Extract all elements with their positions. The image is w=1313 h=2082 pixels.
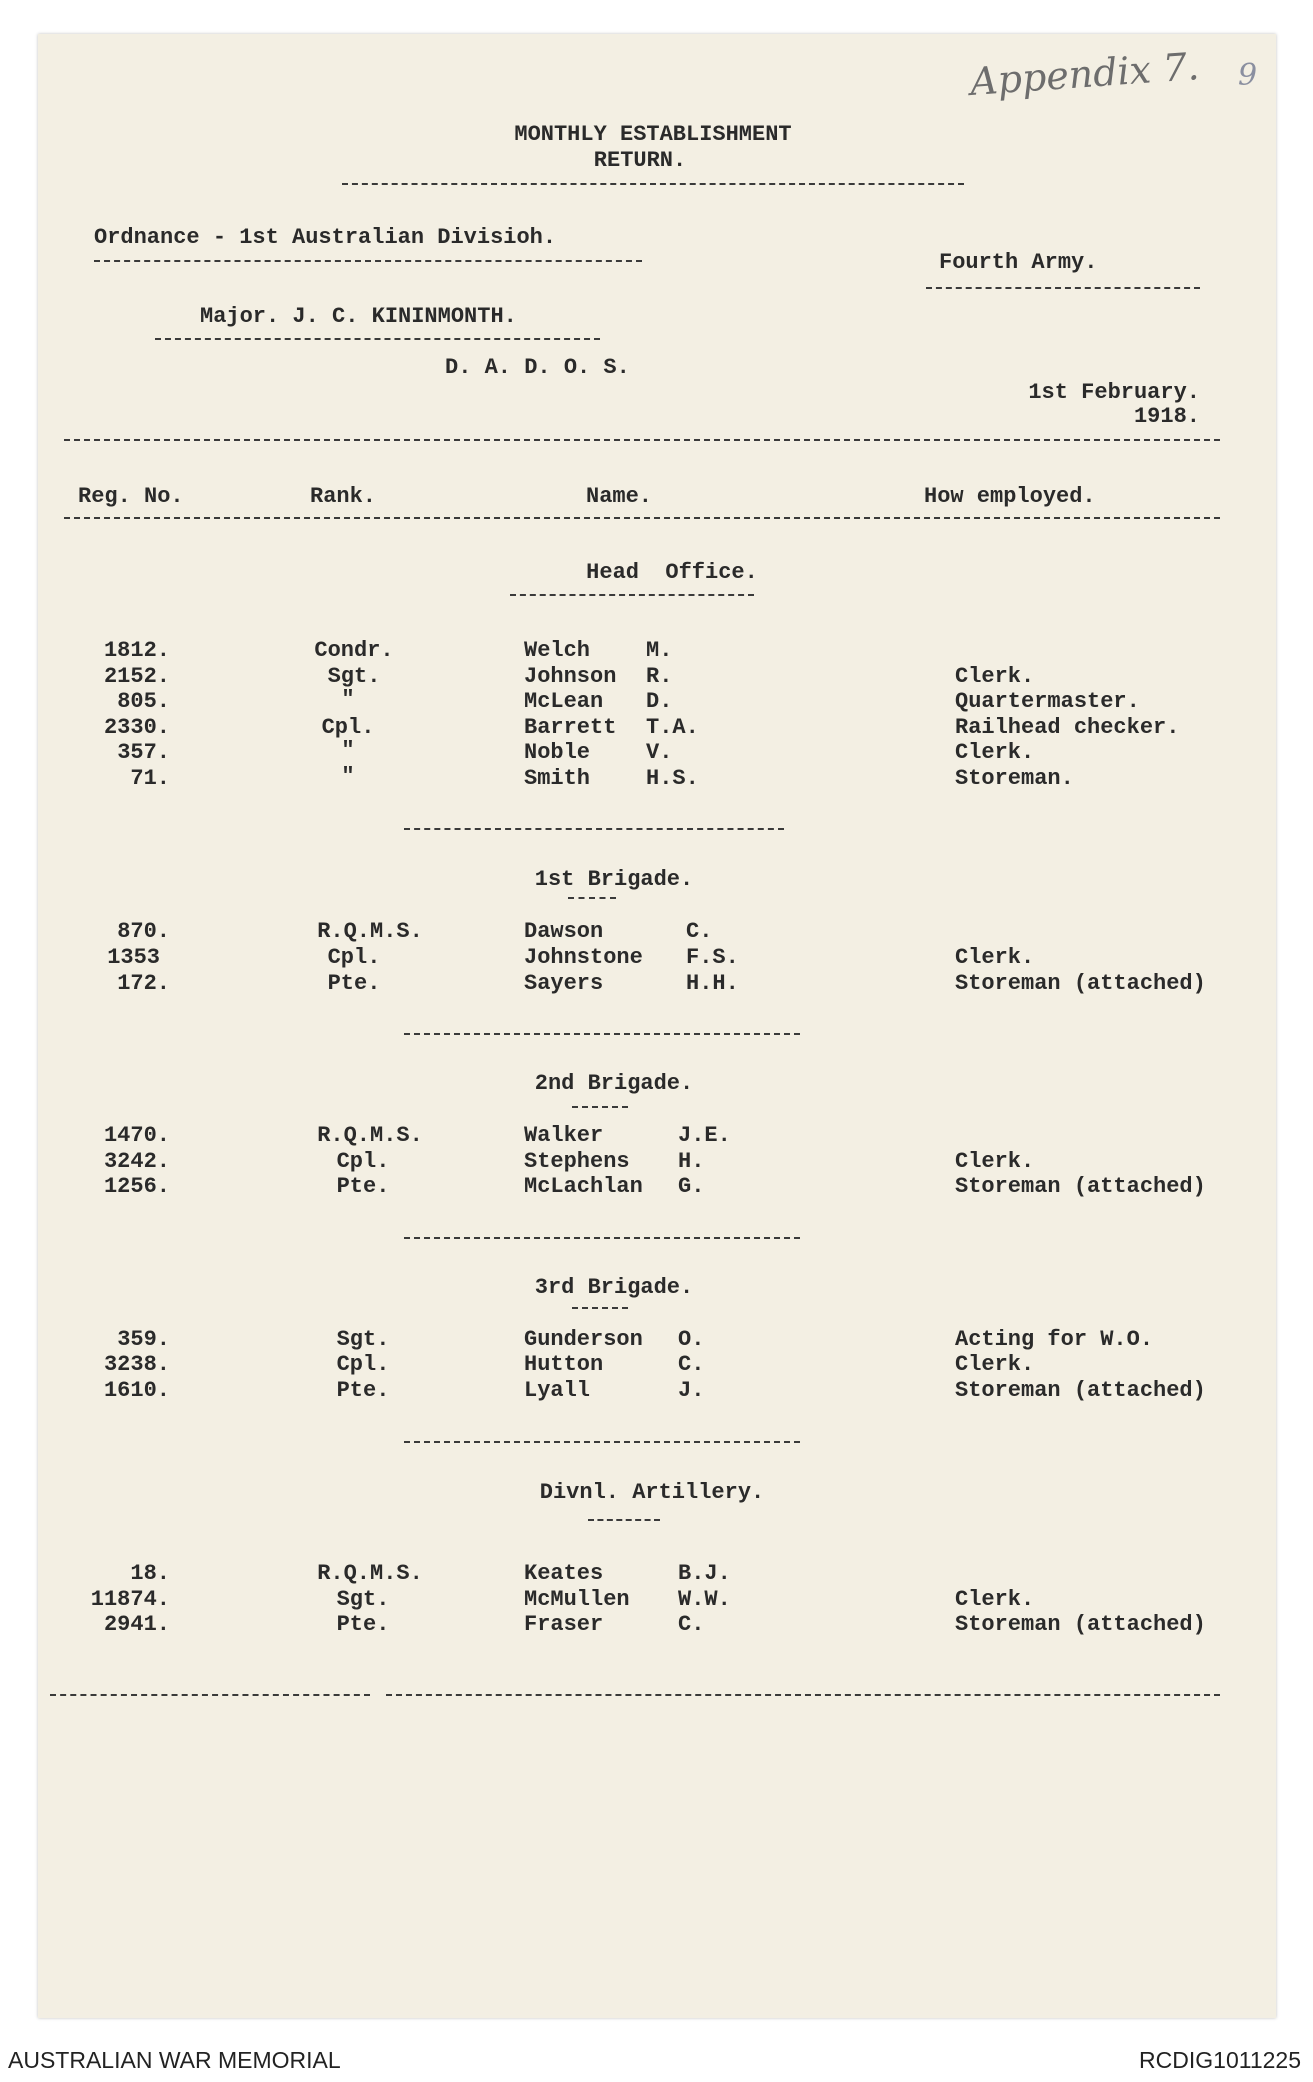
surname: Walker [524, 1123, 604, 1148]
initials: F.S. [686, 945, 739, 970]
archive-credit: AUSTRALIAN WAR MEMORIAL [8, 2047, 341, 2073]
return-year: 1918. [1133, 404, 1200, 429]
initials: C. [678, 1352, 705, 1377]
header-divider [64, 439, 1220, 441]
initials: M. [646, 638, 673, 663]
how-employed: Storeman (attached) [955, 1378, 1206, 1403]
rank: Pte. [327, 971, 381, 996]
how-employed: Clerk. [955, 1352, 1035, 1377]
section-divider [404, 828, 784, 830]
reg-number: 3242. [103, 1149, 170, 1174]
initials: O. [678, 1327, 705, 1352]
column-how-employed: How employed. [924, 484, 1096, 509]
section-title-underline [510, 594, 754, 596]
rank: Sgt. [336, 1587, 390, 1612]
surname: Fraser [524, 1612, 604, 1637]
how-employed: Railhead checker. [955, 715, 1180, 740]
surname: Sayers [524, 971, 604, 996]
surname: McMullen [524, 1587, 630, 1612]
section-title-underline [572, 1106, 628, 1108]
surname: Smith [524, 766, 591, 791]
reg-number: 359. [117, 1327, 170, 1352]
how-employed: Quartermaster. [955, 689, 1140, 714]
column-name: Name. [586, 484, 653, 509]
initials: C. [678, 1612, 705, 1637]
initials: J.E. [678, 1123, 731, 1148]
rank: Cpl. [321, 715, 375, 740]
rank: Cpl. [336, 1149, 390, 1174]
initials: H.S. [646, 766, 699, 791]
unit-underline [94, 260, 642, 262]
column-header-divider [64, 517, 1220, 519]
reg-number: 1256. [103, 1174, 170, 1199]
section-divider [404, 1441, 800, 1443]
reg-number: 1470. [103, 1123, 170, 1148]
document-title: MONTHLY ESTABLISHMENT [514, 122, 792, 147]
column-reg-no: Reg. No. [78, 484, 184, 509]
appendix-annotation: Appendix 7. [968, 44, 1201, 104]
archive-reference: RCDIG1011225 [1139, 2047, 1301, 2073]
initials: G. [678, 1174, 705, 1199]
section-title-underline [572, 1307, 628, 1309]
army-underline [926, 287, 1200, 289]
reg-number: 2152. [103, 664, 170, 689]
section-title: 1st Brigade. [534, 867, 694, 892]
how-employed: Clerk. [955, 1587, 1035, 1612]
rank: R.Q.M.S. [317, 1123, 423, 1148]
rank: " [341, 764, 355, 789]
surname: Gunderson [524, 1327, 643, 1352]
section-title: Divnl. Artillery. [539, 1480, 765, 1505]
surname: Dawson [524, 919, 604, 944]
how-employed: Clerk. [955, 1149, 1035, 1174]
rank: Sgt. [327, 664, 381, 689]
initials: B.J. [678, 1561, 731, 1586]
surname: Hutton [524, 1352, 604, 1377]
surname: McLean [524, 689, 604, 714]
reg-number: 18. [130, 1561, 170, 1586]
page-number: 9 [1238, 58, 1258, 93]
reg-number: 3238. [103, 1352, 170, 1377]
column-rank: Rank. [310, 484, 377, 509]
rank: Sgt. [336, 1327, 390, 1352]
how-employed: Clerk. [955, 664, 1035, 689]
initials: T.A. [646, 715, 699, 740]
closing-rule-right [386, 1694, 1220, 1696]
reg-number: 870. [117, 919, 170, 944]
officer-name: Major. J. C. KININMONTH. [200, 304, 517, 329]
reg-number: 1610. [103, 1378, 170, 1403]
initials: V. [646, 740, 673, 765]
closing-rule-left [50, 1694, 370, 1696]
how-employed: Clerk. [955, 740, 1035, 765]
how-employed: Storeman (attached) [955, 1612, 1206, 1637]
reg-number: 172. [117, 971, 170, 996]
surname: Johnson [524, 664, 617, 689]
surname: Welch [524, 638, 591, 663]
section-title: 2nd Brigade. [534, 1071, 694, 1096]
rank: R.Q.M.S. [317, 919, 423, 944]
how-employed: Storeman (attached) [955, 971, 1206, 996]
rank: R.Q.M.S. [317, 1561, 423, 1586]
section-title-underline [568, 897, 616, 899]
rank: Condr. [314, 638, 394, 663]
rank: " [341, 738, 355, 763]
rank: Pte. [336, 1612, 390, 1637]
section-title-underline [588, 1519, 660, 1521]
reg-number: 357. [117, 740, 170, 765]
rank: Pte. [336, 1378, 390, 1403]
return-date: 1st February. [1028, 380, 1200, 405]
section-divider [404, 1237, 800, 1239]
surname: Noble [524, 740, 591, 765]
initials: W.W. [678, 1587, 731, 1612]
section-title: 3rd Brigade. [534, 1275, 694, 1300]
initials: R. [646, 664, 673, 689]
officer-role: D. A. D. O. S. [445, 355, 630, 380]
initials: D. [646, 689, 673, 714]
surname: Barrett [524, 715, 617, 740]
section-divider [404, 1033, 800, 1035]
reg-number: 1812. [103, 638, 170, 663]
reg-number: 71. [130, 766, 170, 791]
initials: J. [678, 1378, 705, 1403]
army-name: Fourth Army. [939, 250, 1098, 275]
reg-number: 2941. [103, 1612, 170, 1637]
initials: H. [678, 1149, 705, 1174]
initials: H.H. [686, 971, 739, 996]
how-employed: Clerk. [955, 945, 1035, 970]
how-employed: Storeman (attached) [955, 1174, 1206, 1199]
rank: Cpl. [327, 945, 381, 970]
title-underline [342, 183, 964, 185]
rank: Pte. [336, 1174, 390, 1199]
how-employed: Acting for W.O. [955, 1327, 1154, 1352]
surname: Lyall [524, 1378, 591, 1403]
surname: Stephens [524, 1149, 630, 1174]
reg-number: 805. [117, 689, 170, 714]
reg-number: 11874. [90, 1587, 170, 1612]
surname: McLachlan [524, 1174, 643, 1199]
rank: Cpl. [336, 1352, 390, 1377]
document-subtitle: RETURN. [593, 148, 687, 173]
document-page [38, 34, 1276, 2018]
reg-number: 1353 [107, 945, 160, 970]
surname: Johnstone [524, 945, 643, 970]
unit-name: Ordnance - 1st Australian Divisioh. [94, 225, 557, 250]
reg-number: 2330. [103, 715, 170, 740]
surname: Keates [524, 1561, 604, 1586]
how-employed: Storeman. [955, 766, 1074, 791]
initials: C. [686, 919, 713, 944]
rank: " [341, 687, 355, 712]
officer-underline [155, 338, 600, 340]
section-title: Head Office. [586, 560, 758, 585]
